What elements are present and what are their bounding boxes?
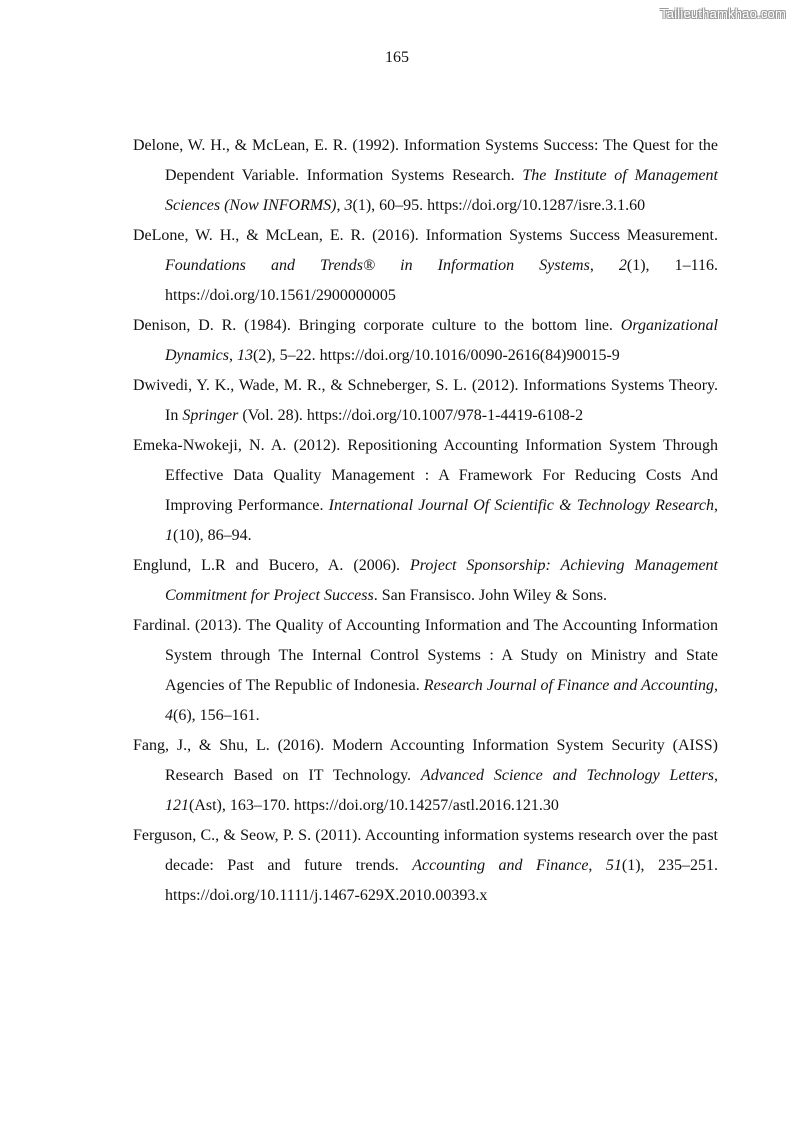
reference-text: ,: [714, 767, 718, 784]
reference-item: [133, 551, 718, 611]
reference-text: (Ast), 163–170. https://doi.org/10.14257/astl.2016.121.30: [189, 797, 559, 814]
reference-text: . San Fransisco. John Wiley & Sons.: [373, 587, 607, 604]
reference-volume: 13: [236, 347, 253, 364]
reference-text: ,: [588, 857, 606, 874]
reference-text: ,: [589, 257, 619, 274]
reference-italic-title: Research Journal of Finance and Accounting: [423, 677, 714, 694]
reference-italic-title: Accounting and Finance: [412, 857, 589, 874]
reference-text: Ferguson, C., & Seow, P. S. (2011). Accounting information systems research over the past decade: Past and future trends.: [133, 827, 718, 874]
reference-text: Fang, J., & Shu, L. (2016). Modern Accounting Information System Security (AISS) Research Based on IT Technology.: [133, 737, 718, 784]
reference-italic-title: International Journal Of Scientific & Technology Research: [328, 497, 714, 514]
reference-item: [133, 371, 718, 431]
reference-list: [133, 131, 718, 911]
reference-volume: 51: [605, 857, 622, 874]
reference-item: [133, 311, 718, 371]
reference-text: (1), 1–116. https://doi.org/10.1561/2900000005: [165, 257, 719, 304]
reference-text: Fardinal. (2013). The Quality of Accounting Information and The Accounting Information System through The Internal Control Systems : A Study on Ministry and State Agencies of The Republic of Indonesia.: [133, 617, 718, 694]
reference-italic-title: Organizational Dynamics: [165, 317, 718, 364]
reference-text: ,: [714, 497, 718, 514]
reference-item: [133, 611, 718, 731]
reference-text: Denison, D. R. (1984). Bringing corporate culture to the bottom line.: [133, 317, 621, 334]
reference-volume: 1: [165, 527, 173, 544]
reference-text: Emeka-Nwokeji, N. A. (2012). Repositioning Accounting Information System Through Effective Data Quality Management : A Framework For Reducing Costs And Improving Performance.: [133, 437, 718, 514]
reference-text: ,: [714, 677, 718, 694]
reference-text: DeLone, W. H., & McLean, E. R. (2016). Information Systems Success Measurement.: [133, 227, 718, 244]
reference-text: ,: [228, 347, 237, 364]
page-number: 165: [385, 49, 409, 66]
reference-text: ,: [336, 197, 345, 214]
reference-volume: 3: [344, 197, 353, 214]
reference-text: (1), 235–251. https://doi.org/10.1111/j.1467-629X.2010.00393.x: [165, 857, 719, 904]
reference-italic-title: Project Sponsorship: Achieving Management Commitment for Project Success: [165, 557, 718, 604]
reference-item: [133, 821, 718, 911]
reference-italic-title: Springer: [182, 407, 239, 424]
reference-text: (6), 156–161.: [173, 707, 260, 724]
reference-text: Dwivedi, Y. K., Wade, M. R., & Schneberger, S. L. (2012). Informations Systems Theory. In: [133, 377, 718, 424]
reference-item: [133, 131, 718, 221]
reference-volume: 4: [165, 707, 173, 724]
reference-italic-title: Foundations and Trends® in Information Systems: [165, 257, 590, 274]
reference-text: (Vol. 28). https://doi.org/10.1007/978-1-4419-6108-2: [238, 407, 584, 424]
reference-text: (1), 60–95. https://doi.org/10.1287/isre.3.1.60: [352, 197, 646, 214]
reference-text: Delone, W. H., & McLean, E. R. (1992). Information Systems Success: The Quest for the Dependent Variable. Information Systems Research.: [133, 137, 718, 184]
reference-text: (10), 86–94.: [173, 527, 252, 544]
reference-italic-title: The Institute of Management Sciences (Now INFORMS): [165, 167, 719, 214]
reference-item: [133, 731, 718, 821]
reference-text: Englund, L.R and Bucero, A. (2006).: [133, 557, 410, 574]
reference-volume: 121: [165, 797, 189, 814]
reference-text: (2), 5–22. https://doi.org/10.1016/0090-2616(84)90015-9: [252, 347, 620, 364]
reference-volume: 2: [618, 257, 627, 274]
reference-item: [133, 221, 718, 311]
reference-item: [133, 431, 718, 551]
watermark-text: Tailieuthamkhao.com: [660, 6, 786, 21]
reference-italic-title: Advanced Science and Technology Letters: [420, 767, 714, 784]
